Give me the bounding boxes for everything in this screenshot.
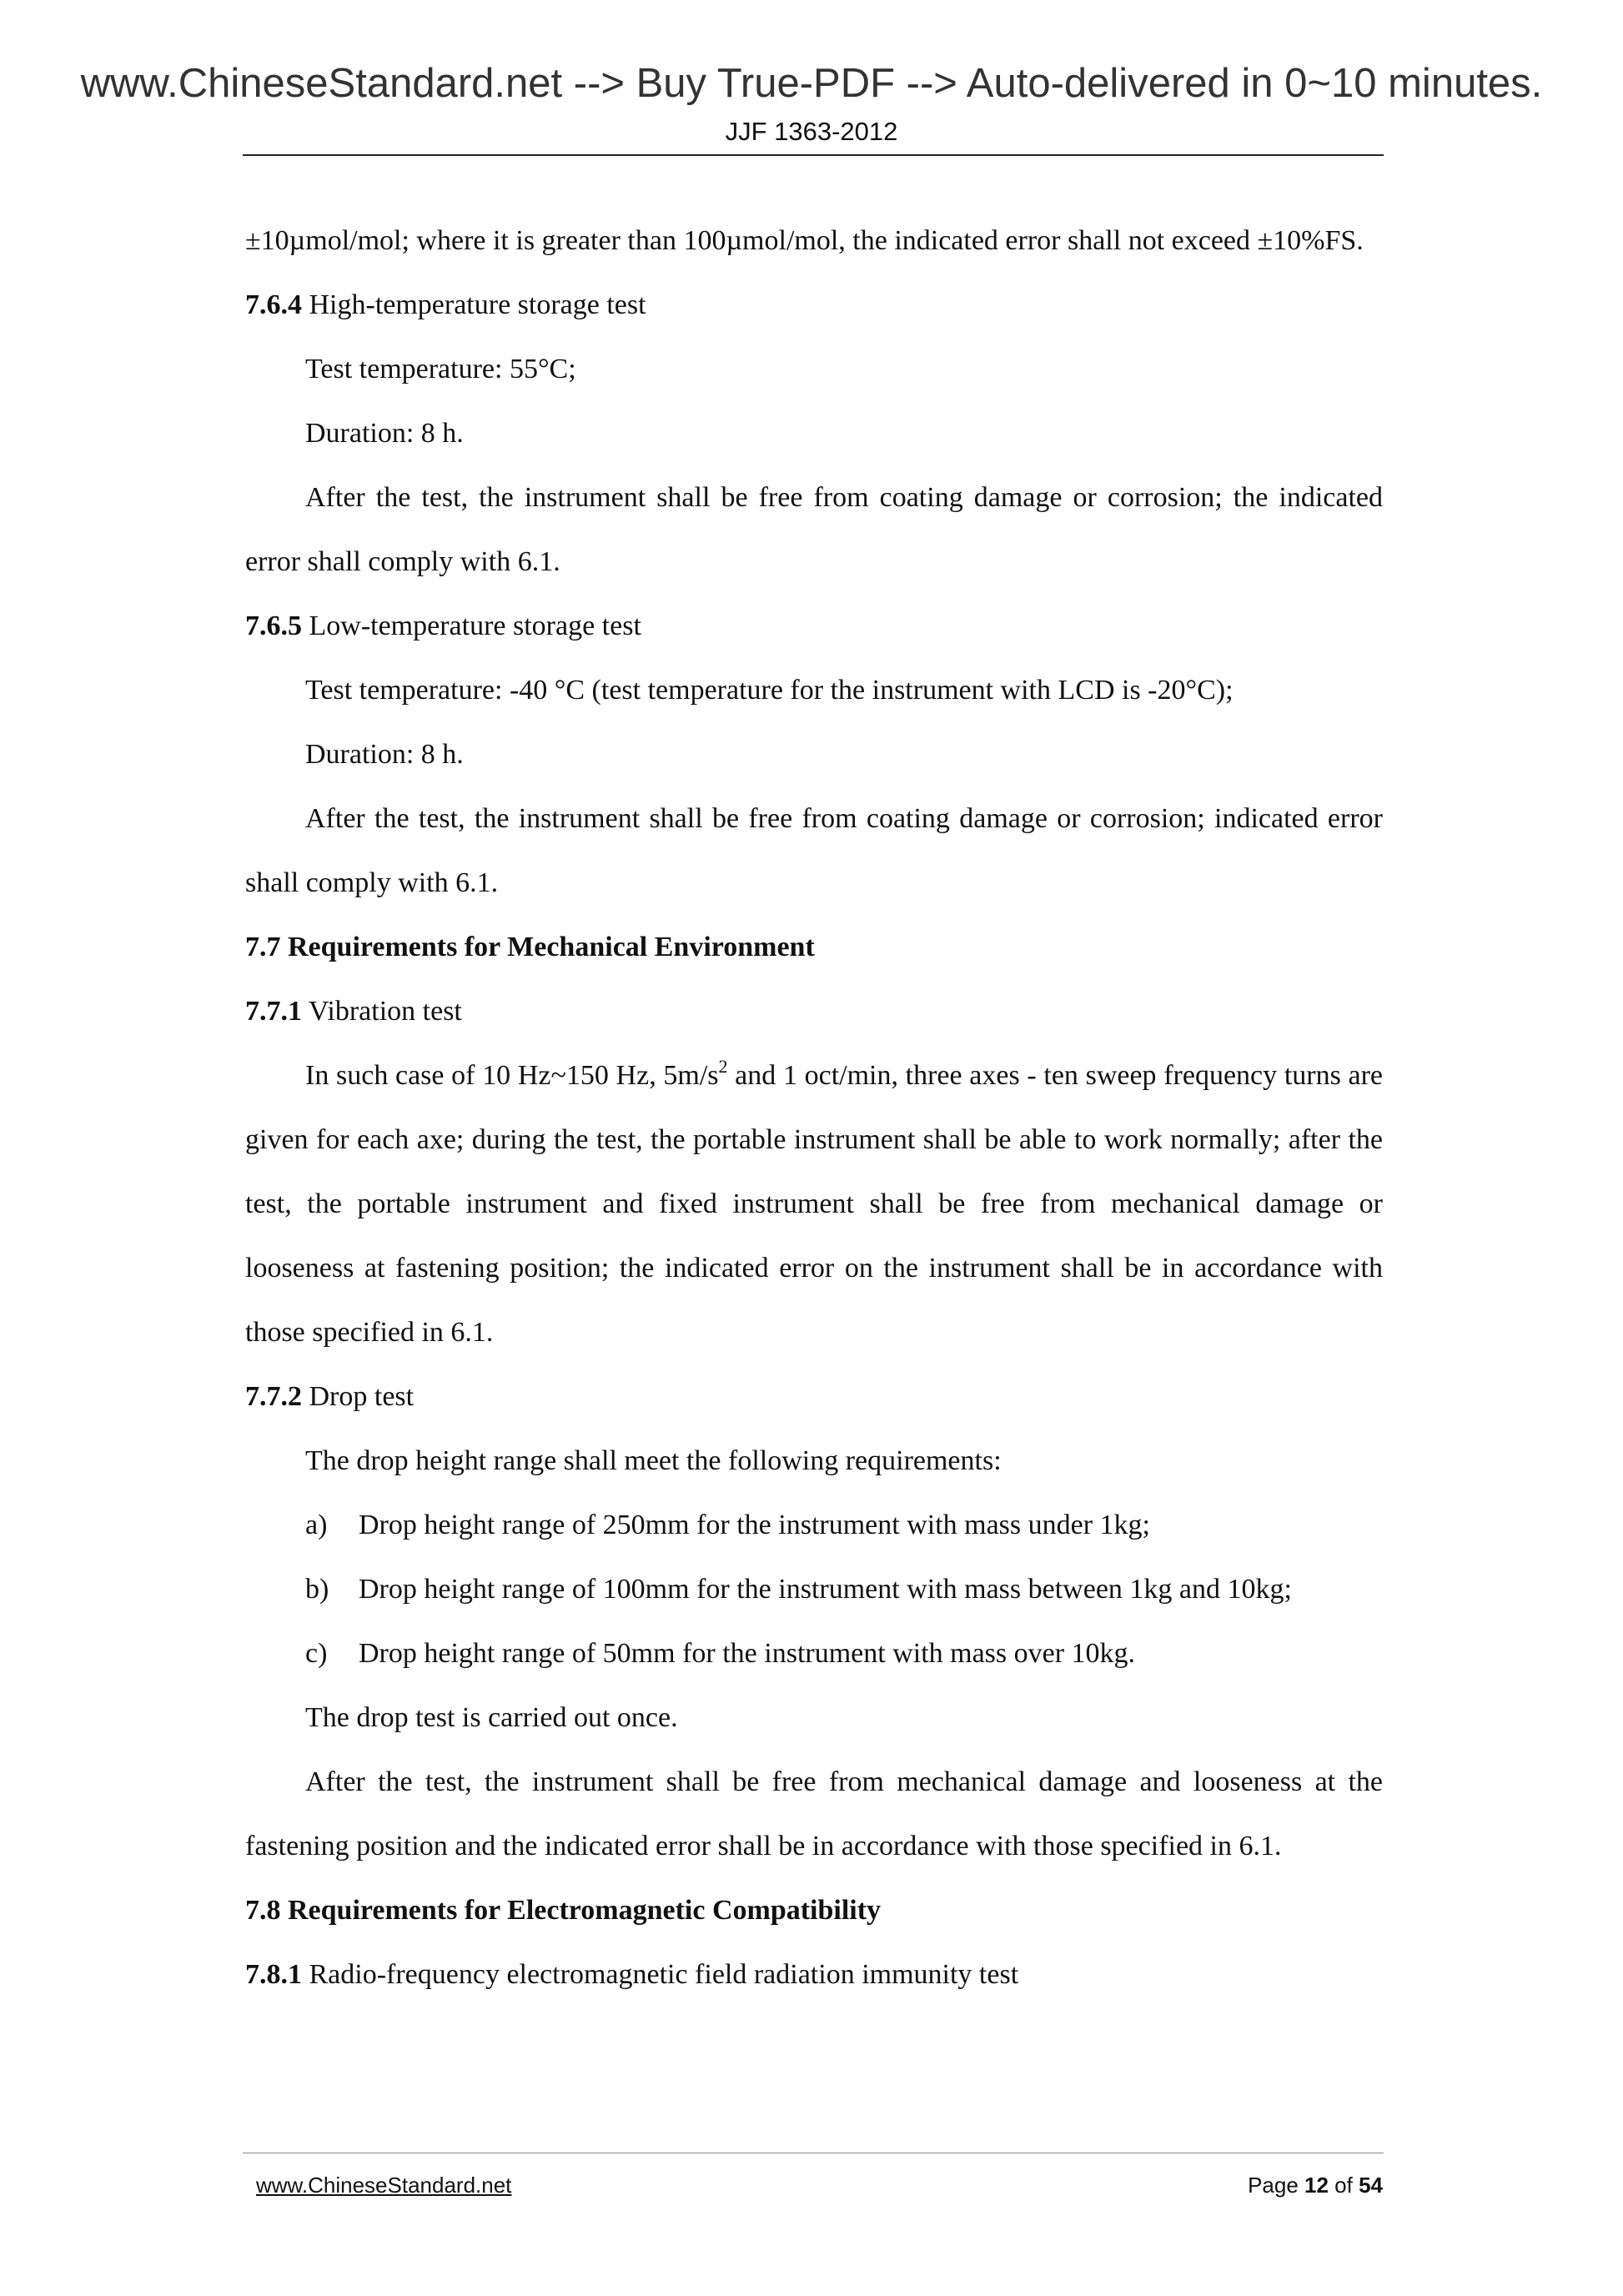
- section-7-7-2-heading: [245, 1364, 1383, 1429]
- list-item: [245, 1621, 1383, 1686]
- drop-once: The drop test is carried out once.: [305, 1702, 678, 1733]
- list-item: [245, 1493, 1383, 1557]
- promo-banner: www.ChineseStandard.net --> Buy True-PDF --> Auto-delivered in 0~10 minutes.: [80, 61, 1543, 106]
- section-number: 7.7.1: [245, 996, 302, 1027]
- section-number: 7.6.4: [245, 289, 302, 320]
- section-number: 7.7.2: [245, 1381, 302, 1412]
- drop-intro: The drop height range shall meet the following requirements:: [305, 1445, 1002, 1476]
- after-test-paragraph: After the test, the instrument shall be free from coating damage or corrosion; the indicated error shall comply with 6.1.: [245, 482, 1383, 577]
- page-number: Page 12 of 54: [1248, 2173, 1383, 2198]
- test-duration: Duration: 8 h.: [305, 739, 464, 770]
- list-marker: c): [305, 1638, 328, 1669]
- header-divider: [243, 154, 1384, 156]
- after-test-paragraph: After the test, the instrument shall be free from mechanical damage and looseness at the fastening position and the indicated error shall be in accordance with those specified in 6.1.: [245, 1766, 1383, 1861]
- test-temperature: Test temperature: 55°C;: [305, 354, 576, 384]
- test-temperature: Test temperature: -40 °C (test temperature for the instrument with LCD is -20°C);: [305, 675, 1234, 706]
- test-duration: Duration: 8 h.: [305, 418, 464, 449]
- list-marker: b): [305, 1574, 329, 1605]
- after-test-paragraph: After the test, the instrument shall be free from coating damage or corrosion; indicated error shall comply with 6.1.: [245, 803, 1383, 898]
- list-text: Drop height range of 100mm for the instrument with mass between 1kg and 10kg;: [359, 1574, 1292, 1605]
- list-text: Drop height range of 50mm for the instrument with mass over 10kg.: [359, 1638, 1136, 1669]
- section-7-8-1-heading: [245, 1942, 1383, 2007]
- document-body: [245, 208, 1383, 2007]
- section-title: High-temperature storage test: [309, 289, 646, 320]
- footer-website-link[interactable]: www.ChineseStandard.net: [256, 2173, 512, 2198]
- section-number: 7.8.1: [245, 1959, 302, 1990]
- section-7-6-4-heading: [245, 273, 1383, 337]
- section-7-7-1-heading: [245, 979, 1383, 1043]
- document-id: JJF 1363-2012: [725, 117, 898, 146]
- list-text: Drop height range of 250mm for the instrument with mass under 1kg;: [359, 1510, 1150, 1540]
- section-number: 7.6.5: [245, 610, 302, 641]
- vibration-paragraph: In such case of 10 Hz~150 Hz, $5m/s^2$ and 1 oct/min, three axes - ten sweep frequency turns are given for each axe; during the test, the portable instrument shall be able to work normally; after the test, the portable instrument and fixed instrument shall be free from mechanical damage or looseness at fastening position; the indicated error on the instrument shall be in accordance with those specified in 6.1.: [245, 1056, 1383, 1348]
- section-7-8-heading: 7.8 Requirements for Electromagnetic Compatibility: [245, 1895, 882, 1926]
- list-marker: a): [305, 1510, 328, 1540]
- continued-paragraph: ±10µmol/mol; where it is greater than 100µmol/mol, the indicated error shall not exceed ±10%FS.: [245, 225, 1364, 256]
- section-7-7-heading: 7.7 Requirements for Mechanical Environment: [245, 932, 815, 962]
- section-title: Low-temperature storage test: [309, 610, 641, 641]
- superscript: 2: [718, 1056, 728, 1077]
- section-title: Radio-frequency electromagnetic field radiation immunity test: [309, 1959, 1019, 1990]
- section-title: Drop test: [309, 1381, 415, 1412]
- list-item: [245, 1557, 1383, 1621]
- section-7-6-5-heading: [245, 594, 1383, 658]
- section-title: Vibration test: [308, 996, 462, 1027]
